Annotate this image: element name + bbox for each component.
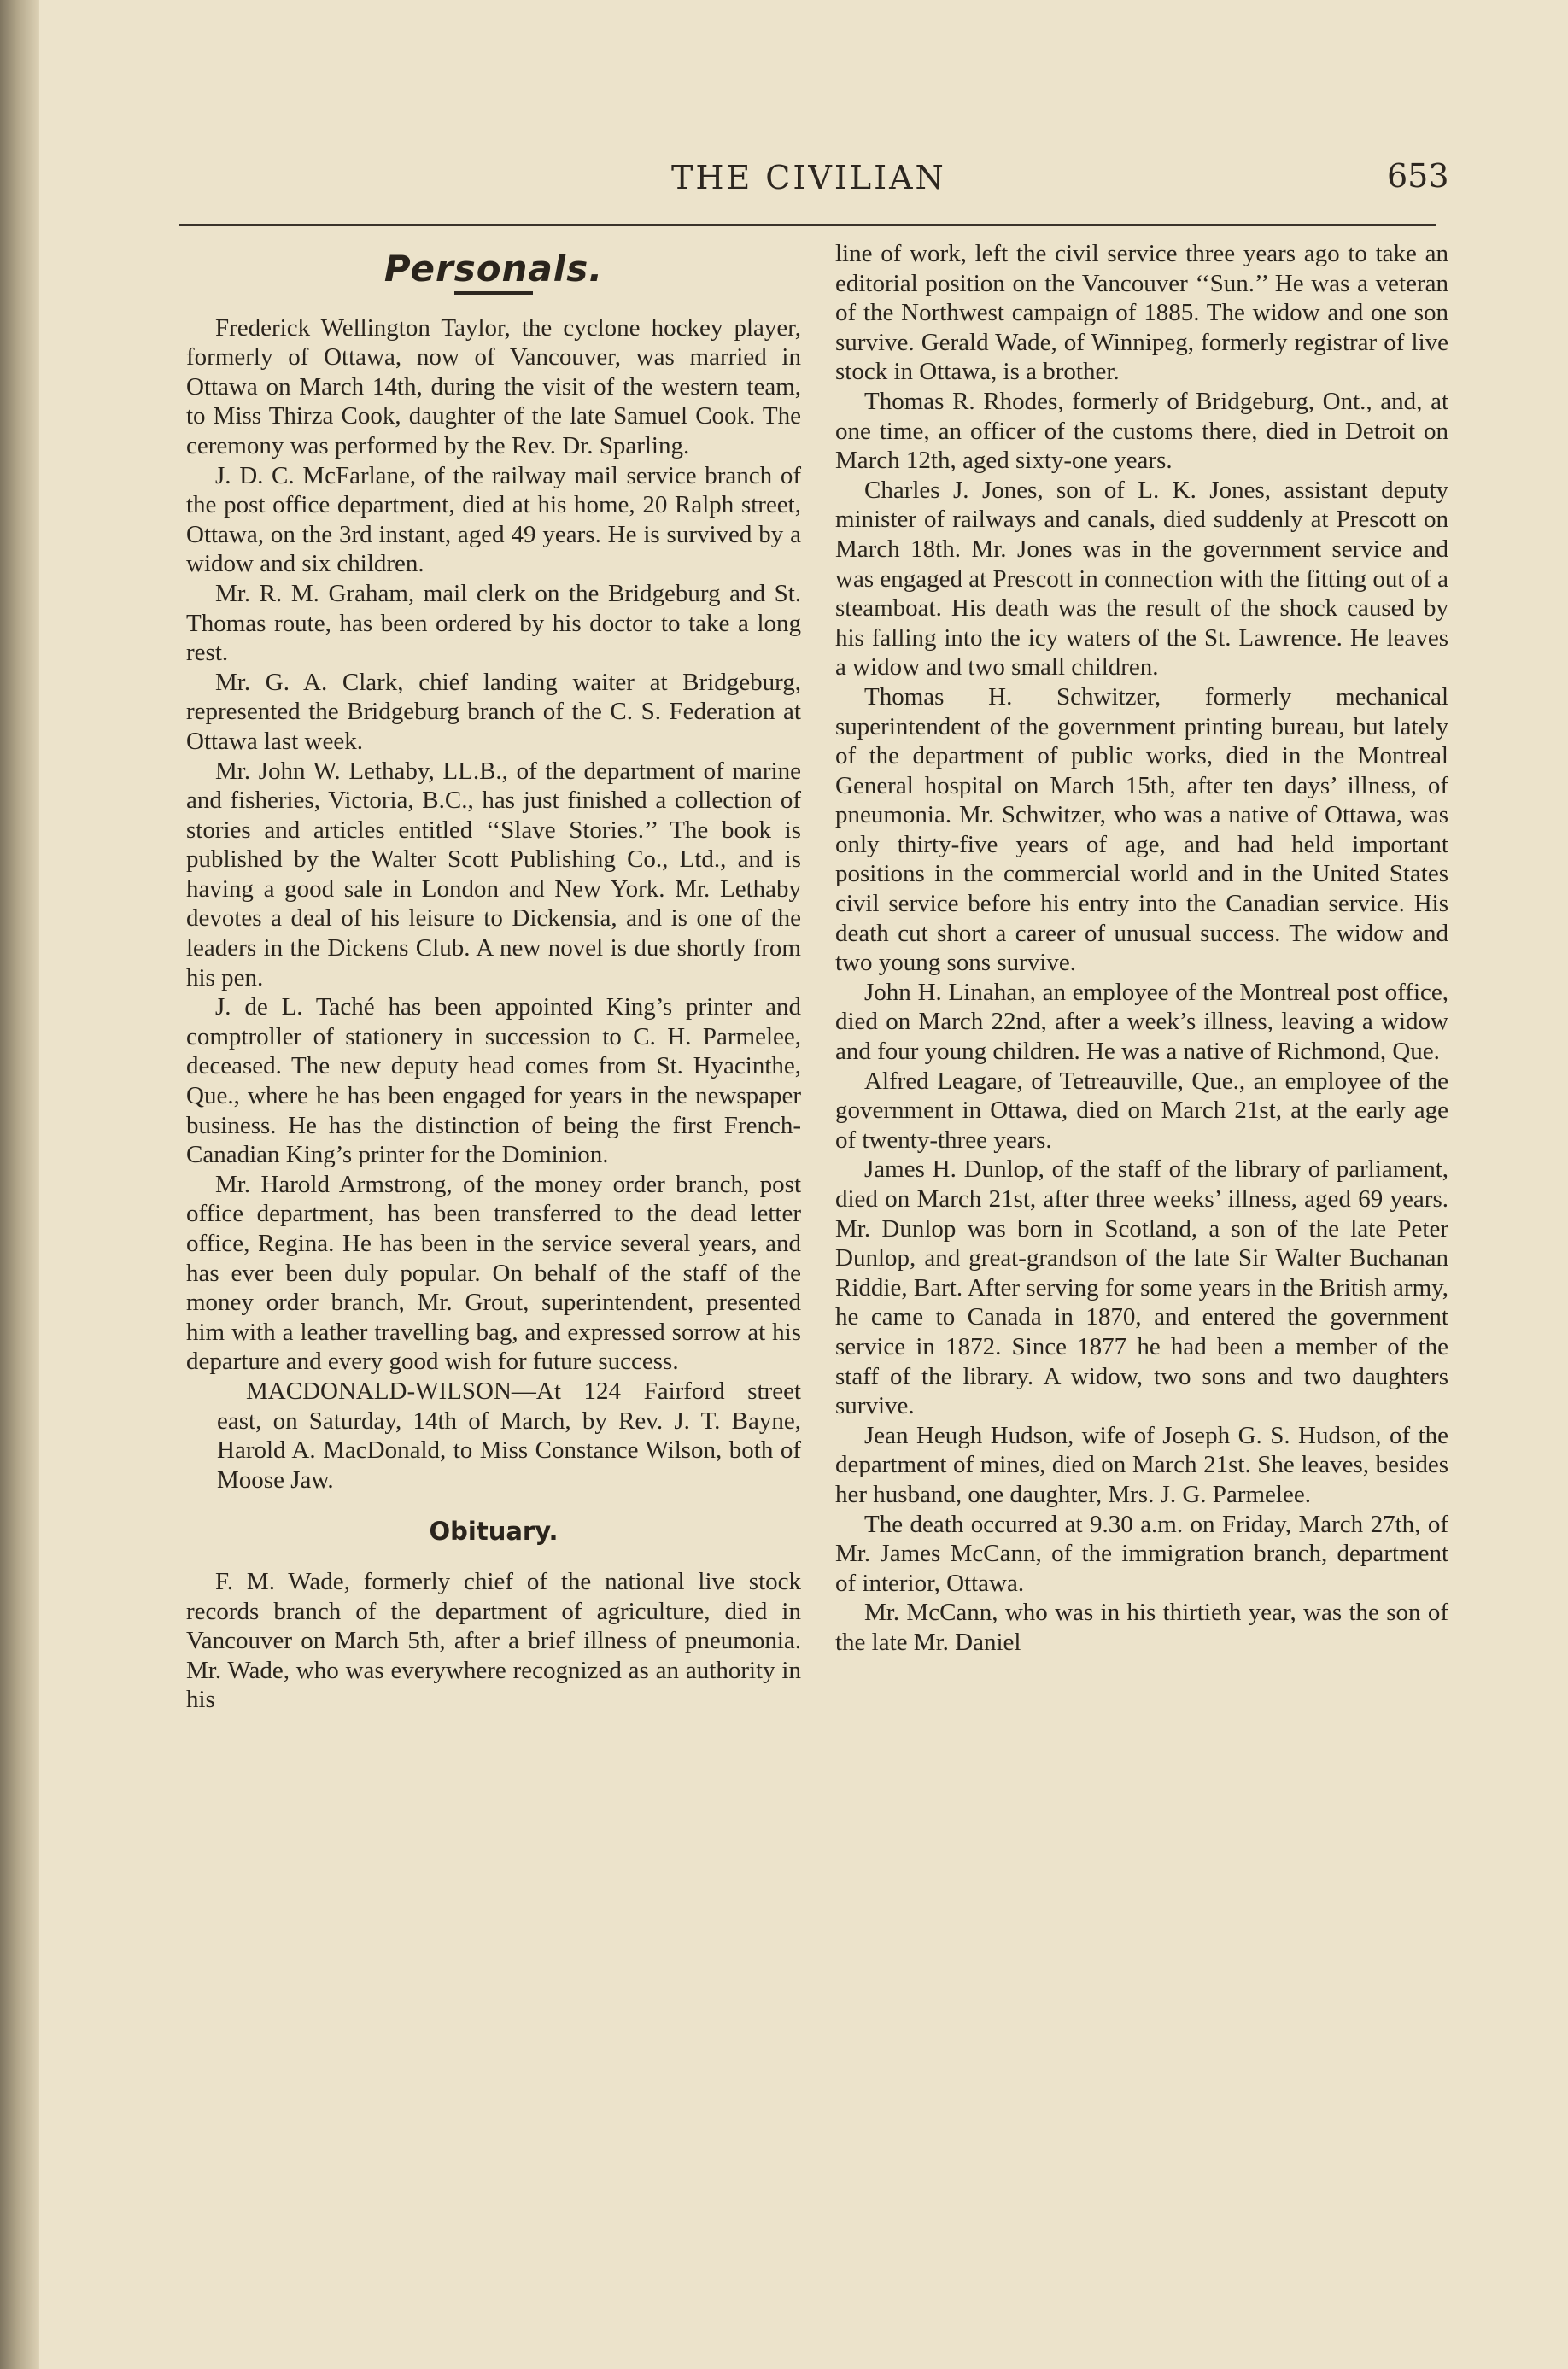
right-column bbox=[835, 239, 1448, 1658]
header-rule bbox=[179, 224, 1436, 226]
obituary-item: Thomas H. Schwitzer, formerly mechanical superintendent of the government printing bureau, but lately of the department of public works, died in the Montreal General hospital on March 15th, after ten days’ illness, of pneumonia. Mr. Schwitzer, who was a native of Ottawa, was only thirty-five years of age, and had held important positions in the commercial world and in the United States civil service before his entry into the Canadian service. His death cut short a career of unusual success. The widow and two young sons survive. bbox=[835, 682, 1448, 977]
obituary-item: Jean Heugh Hudson, wife of Joseph G. S. Hudson, of the department of mines, died on March 21st. She leaves, besides her husband, one daughter, Mrs. J. G. Parmelee. bbox=[835, 1421, 1448, 1508]
personal-item: Frederick Wellington Taylor, the cyclone hockey player, formerly of Ottawa, now of Vancouver, was married in Ottawa on March 14th, during the visit of the western team, to Miss Thirza Cook, daughter of the late Samuel Cook. The ceremony was performed by the Rev. Dr. Sparling. bbox=[186, 313, 801, 459]
title-rule bbox=[454, 291, 533, 295]
personal-item: Mr. John W. Lethaby, LL.B., of the department of marine and fisheries, Victoria, B.C., has just finished a collection of stories and articles entitled ‘‘Slave Stories.’’ The book is published by the Walter Scott Publishing Co., Ltd., and is having a good sale in London and New York. Mr. Lethaby devotes a deal of his leisure to Dickensia, and is one of the leaders in the Dickens Club. A new novel is due shortly from his pen. bbox=[186, 757, 801, 991]
binding-shadow bbox=[0, 0, 39, 2369]
personal-item: Mr. Harold Armstrong, of the money order branch, post office department, has been transferred to the dead letter office, Regina. He has been in the service several years, and has ever been duly popular. On behalf of the staff of the money order branch, Mr. Grout, superintendent, presented him with a leather travelling bag, and expressed sorrow at his departure and every good wish for future success. bbox=[186, 1170, 801, 1376]
obituary-item: The death occurred at 9.30 a.m. on Friday, March 27th, of Mr. James McCann, of the immigration branch, department of interior, Ottawa. bbox=[835, 1510, 1448, 1597]
marriage-notice: MACDONALD-WILSON—At 124 Fairford street east, on Saturday, 14th of March, by Rev. J. T. Bayne, Harold A. MacDonald, to Miss Constance Wilson, both of Moose Jaw. bbox=[217, 1377, 801, 1494]
left-column bbox=[186, 239, 801, 1715]
obituary-item: James H. Dunlop, of the staff of the library of parliament, died on March 21st, after three weeks’ illness, aged 69 years. Mr. Dunlop was born in Scotland, a son of the late Peter Dunlop, and great-grandson of the late Sir Walter Buchanan Riddie, Bart. After serving for some years in the British army, he came to Canada in 1870, and entered the government service in 1872. Since 1877 he had been a member of the staff of the library. A widow, two sons and two daughters survive. bbox=[835, 1155, 1448, 1420]
obituary-item: Charles J. Jones, son of L. K. Jones, assistant deputy minister of railways and canals, died suddenly at Prescott on March 18th. Mr. Jones was in the government service and was engaged at Prescott in connection with the fitting out of a steamboat. His death was the result of the shock caused by his falling into the icy waters of the St. Lawrence. He leaves a widow and two small children. bbox=[835, 476, 1448, 681]
obituary-continuation: line of work, left the civil service three years ago to take an editorial position on the Vancouver ‘‘Sun.’’ He was a veteran of the Northwest campaign of 1885. The widow and one son survive. Gerald Wade, of Winnipeg, formerly registrar of live stock in Ottawa, is a brother. bbox=[835, 240, 1448, 386]
personal-item: J. D. C. McFarlane, of the railway mail service branch of the post office department, died at his home, 20 Ralph street, Ottawa, on the 3rd instant, aged 49 years. He is survived by a widow and six children. bbox=[186, 461, 801, 578]
personal-item: J. de L. Taché has been appointed King’s printer and comptroller of stationery in succession to C. H. Parmelee, deceased. The new deputy head comes from St. Hyacinthe, Que., where he has been engaged for years in the newspaper business. He has the distinction of being the first French-Canadian King’s printer for the Dominion. bbox=[186, 993, 801, 1169]
obituary-item: Alfred Leagare, of Tetreauville, Que., an employee of the government in Ottawa, died on March 21st, at the early age of twenty-three years. bbox=[835, 1067, 1448, 1154]
personal-item: Mr. G. A. Clark, chief landing waiter at Bridgeburg, represented the Bridgeburg branch of the C. S. Federation at Ottawa last week. bbox=[186, 668, 801, 755]
section-title: Personals. bbox=[383, 248, 604, 290]
magazine-page bbox=[39, 0, 1568, 2369]
running-title: THE CIVILIAN bbox=[671, 159, 946, 196]
obituary-item: F. M. Wade, formerly chief of the national live stock records branch of the department of agriculture, died in Vancouver on March 5th, after a brief illness of pneumonia. Mr. Wade, who was everywhere recognized as an authority in his bbox=[186, 1567, 801, 1714]
obituary-heading: Obituary. bbox=[429, 1517, 559, 1547]
obituary-item: John H. Linahan, an employee of the Montreal post office, died on March 22nd, after a week’s illness, leaving a widow and four young children. He was a native of Richmond, Que. bbox=[835, 978, 1448, 1066]
obituary-item: Thomas R. Rhodes, formerly of Bridgeburg, Ont., and, at one time, an officer of the customs there, died in Detroit on March 12th, aged sixty-one years. bbox=[835, 387, 1448, 475]
page-number: 653 bbox=[1387, 157, 1449, 195]
obituary-item: Mr. McCann, who was in his thirtieth year, was the son of the late Mr. Daniel bbox=[835, 1599, 1448, 1656]
personal-item: Mr. R. M. Graham, mail clerk on the Bridgeburg and St. Thomas route, has been ordered by his doctor to take a long rest. bbox=[186, 579, 801, 667]
